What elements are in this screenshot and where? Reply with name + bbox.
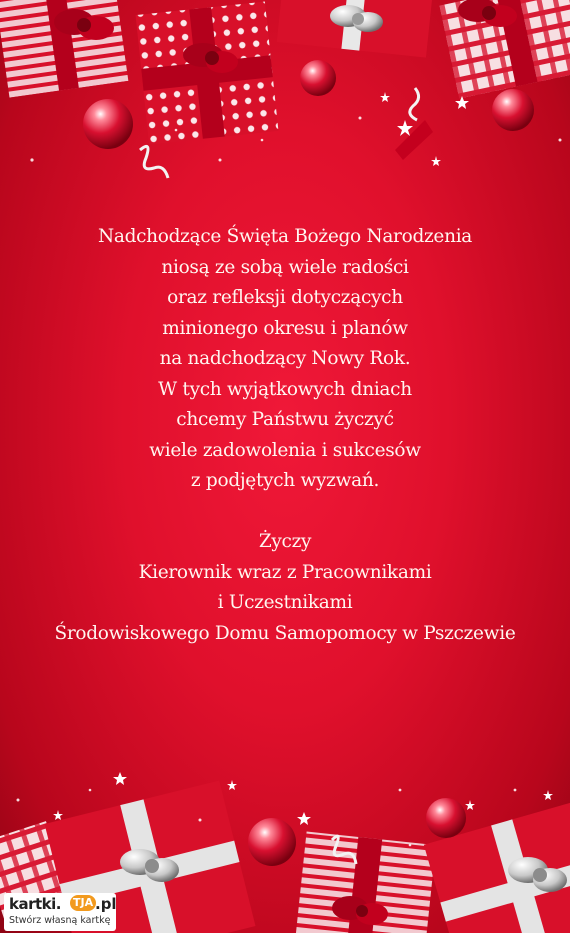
greeting-message [20, 222, 550, 649]
site-logo[interactable] [4, 893, 116, 931]
logo-slogan: Stwórz własną kartkę [9, 915, 111, 926]
signature-line: Środowiskowego Domu Samopomocy w Pszczewie [54, 622, 516, 644]
logo-domain: .pl [95, 895, 117, 913]
message-line: niosą ze sobą wiele radości [161, 256, 409, 278]
ornament-icon [83, 99, 133, 149]
signature [20, 527, 550, 649]
ornament-icon [248, 818, 296, 866]
logo-badge: TJA [70, 895, 96, 911]
spacer [20, 497, 550, 528]
message-line: wiele zadowolenia i sukcesów [149, 439, 421, 461]
message-line: Nadchodzące Święta Bożego Narodzenia [97, 226, 473, 247]
message-line: W tych wyjątkowych dniach [158, 378, 412, 400]
ornament-icon [492, 89, 534, 131]
signature-line: Życzy [258, 531, 312, 552]
signature-line: i Uczestnikami [217, 592, 353, 613]
message-line: oraz refleksji dotyczących [167, 287, 403, 308]
ornament-icon [300, 60, 336, 96]
logo-brand: kartki. [9, 895, 61, 913]
message-line: na nadchodzący Nowy Rok. [159, 348, 411, 369]
signature-line: Kierownik wraz z Pracownikami [138, 561, 432, 583]
message-line: z podjętych wyzwań. [190, 470, 380, 491]
streamer-icon [410, 88, 419, 120]
message-line: minionego okresu i planów [162, 317, 408, 339]
ornament-icon [426, 798, 466, 838]
gift-box-icon [136, 2, 279, 145]
streamer-icon [140, 146, 168, 178]
message-line: chcemy Państwu życzyć [176, 409, 394, 430]
